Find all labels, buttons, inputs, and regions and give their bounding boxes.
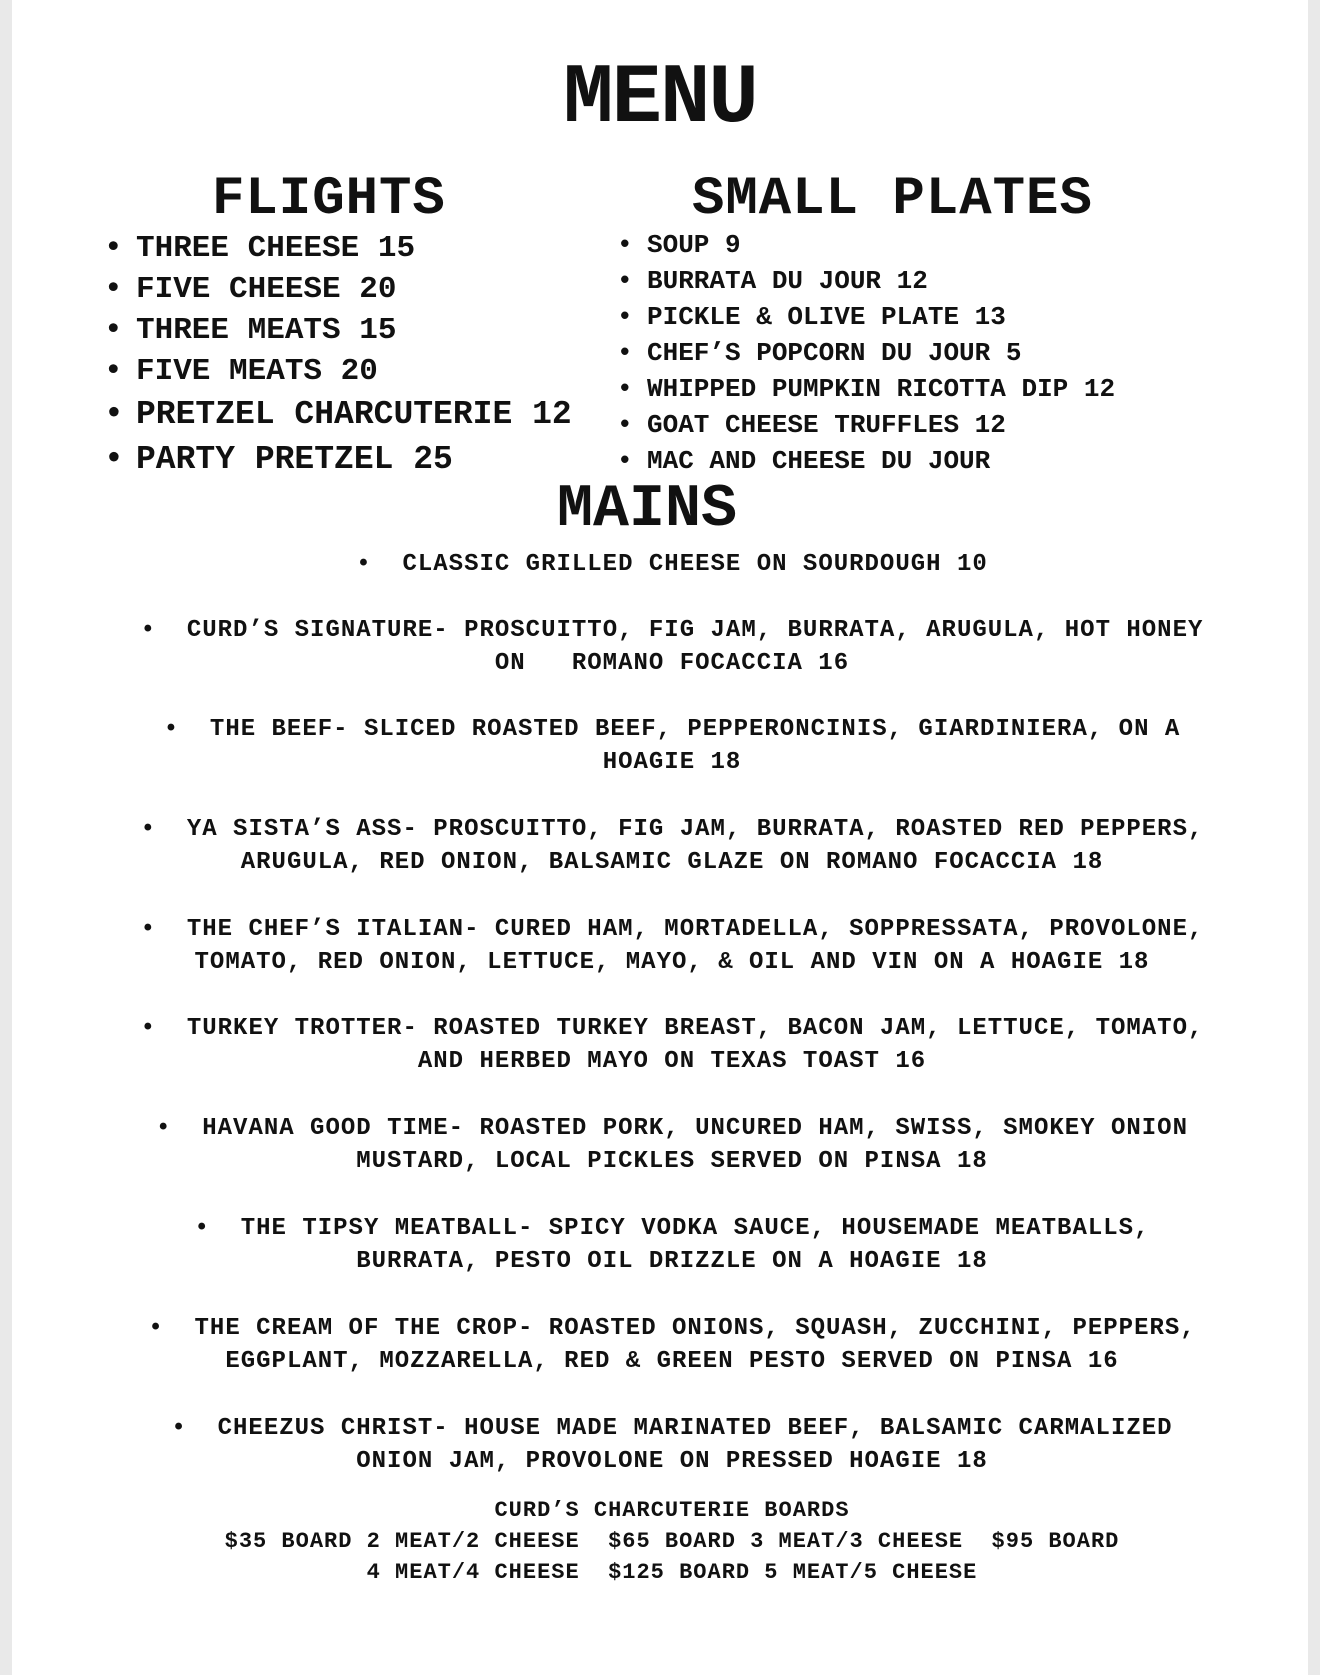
small-plates-list [617,227,1115,479]
list-item [104,392,572,437]
main-item [92,614,1252,680]
bullet: • [617,266,633,296]
small-plate-label: CHEF’S POPCORN DU JOUR 5 [647,338,1022,368]
list-item [104,269,572,310]
main-item-line: CHEEZUS CHRIST- HOUSE MADE MARINATED BEEF, BALSAMIC CARMALIZED [217,1415,1173,1442]
main-item [92,1212,1252,1278]
bullet: • [617,302,633,332]
bullet: • [104,231,123,266]
list-item [617,299,1115,335]
main-item-line: ARUGULA, RED ONION, BALSAMIC GLAZE ON ROMANO FOCACCIA 18 [240,849,1104,876]
boards-heading: CURD’S CHARCUTERIE BOARDS [494,1498,850,1523]
bullet: • [617,230,633,260]
small-plate-label: GOAT CHEESE TRUFFLES 12 [647,410,1006,440]
flights-heading: FLIGHTS [212,169,446,230]
charcuterie-boards [162,1495,1182,1588]
flight-item-label: THREE CHEESE 15 [136,231,416,266]
main-item [92,813,1252,879]
small-plates-heading: SMALL PLATES [692,169,1093,230]
bullet: • [617,374,633,404]
main-item-line: THE BEEF- SLICED ROASTED BEEF, PEPPERONCINIS, GIARDINIERA, ON A [209,716,1181,743]
bullet: • [148,1315,164,1342]
small-plate-label: PICKLE & OLIVE PLATE 13 [647,302,1006,332]
bullet: • [104,354,123,389]
list-item [104,351,572,392]
menu-page [12,0,1308,1675]
list-item [104,228,572,269]
bullet: • [140,1015,157,1042]
list-item [104,310,572,351]
boards-line: 4 MEAT/4 CHEESE $125 BOARD 5 MEAT/5 CHEESE [366,1560,978,1585]
small-plate-label: WHIPPED PUMPKIN RICOTTA DIP 12 [647,374,1116,404]
small-plate-label: SOUP 9 [647,230,741,260]
small-plate-label: MAC AND CHEESE DU JOUR [647,446,991,476]
mains-heading: MAINS [556,476,738,544]
bullet: • [617,446,633,476]
main-item [92,1112,1252,1178]
main-item-line: HAVANA GOOD TIME- ROASTED PORK, UNCURED HAM, SWISS, SMOKEY ONION [202,1115,1188,1142]
bullet: • [140,617,157,644]
main-item-line: THE CHEF’S ITALIAN- CURED HAM, MORTADELLA, SOPPRESSATA, PROVOLONE, [186,916,1204,943]
list-item [104,437,572,482]
list-item [617,227,1115,263]
main-item-line: THE CREAM OF THE CROP- ROASTED ONIONS, SQUASH, ZUCCHINI, PEPPERS, [194,1315,1196,1342]
small-plate-label: BURRATA DU JOUR 12 [647,266,928,296]
bullet: • [104,272,123,307]
main-item-line: YA SISTA’S ASS- PROSCUITTO, FIG JAM, BURRATA, ROASTED RED PEPPERS, [186,816,1204,843]
bullet: • [140,916,157,943]
main-item-line: ONION JAM, PROVOLONE ON PRESSED HOAGIE 18 [356,1448,988,1475]
list-item [617,371,1115,407]
bullet: • [194,1215,210,1242]
list-item [617,407,1115,443]
bullet: • [140,816,157,843]
main-item-line: MUSTARD, LOCAL PICKLES SERVED ON PINSA 18 [356,1148,988,1175]
main-item-line: THE TIPSY MEATBALL- SPICY VODKA SAUCE, HOUSEMADE MEATBALLS, [240,1215,1150,1242]
main-item [92,1312,1252,1378]
main-item-line: HOAGIE 18 [602,749,742,776]
bullet: • [171,1415,187,1442]
flight-item-label: THREE MEATS 15 [136,313,397,348]
main-item-line: EGGPLANT, MOZZARELLA, RED & GREEN PESTO SERVED ON PINSA 16 [225,1348,1119,1375]
flight-item-label: PRETZEL CHARCUTERIE 12 [136,396,572,433]
main-item-line: AND HERBED MAYO ON TEXAS TOAST 16 [417,1048,927,1075]
main-item-line: ON ROMANO FOCACCIA 16 [494,650,850,677]
flights-list [104,228,572,482]
list-item [617,443,1115,479]
bullet: • [163,716,180,743]
main-item-line: CURD’S SIGNATURE- PROSCUITTO, FIG JAM, BURRATA, ARUGULA, HOT HONEY [186,617,1204,644]
main-item-line: CLASSIC GRILLED CHEESE ON SOURDOUGH 10 [402,551,988,578]
flight-item-label: FIVE CHEESE 20 [136,272,397,307]
main-item [92,548,1252,581]
main-item-line: TOMATO, RED ONION, LETTUCE, MAYO, & OIL AND VIN ON A HOAGIE 18 [194,949,1150,976]
menu-title: MENU [563,52,757,147]
bullet: • [104,441,124,478]
main-item [92,1412,1252,1478]
bullet: • [617,410,633,440]
bullet: • [104,396,124,433]
bullet: • [356,551,372,578]
bullet: • [156,1115,172,1142]
main-item-line: BURRATA, PESTO OIL DRIZZLE ON A HOAGIE 18 [356,1248,988,1275]
list-item [617,263,1115,299]
main-item [92,713,1252,779]
bullet: • [104,313,123,348]
flight-item-label: FIVE MEATS 20 [136,354,378,389]
main-item [92,1012,1252,1078]
bullet: • [617,338,633,368]
main-item-line: TURKEY TROTTER- ROASTED TURKEY BREAST, BACON JAM, LETTUCE, TOMATO, [186,1015,1204,1042]
boards-line: $35 BOARD 2 MEAT/2 CHEESE $65 BOARD 3 MEAT/3 CHEESE $95 BOARD [224,1529,1120,1554]
list-item [617,335,1115,371]
main-item [92,913,1252,979]
flight-item-label: PARTY PRETZEL 25 [136,441,453,478]
